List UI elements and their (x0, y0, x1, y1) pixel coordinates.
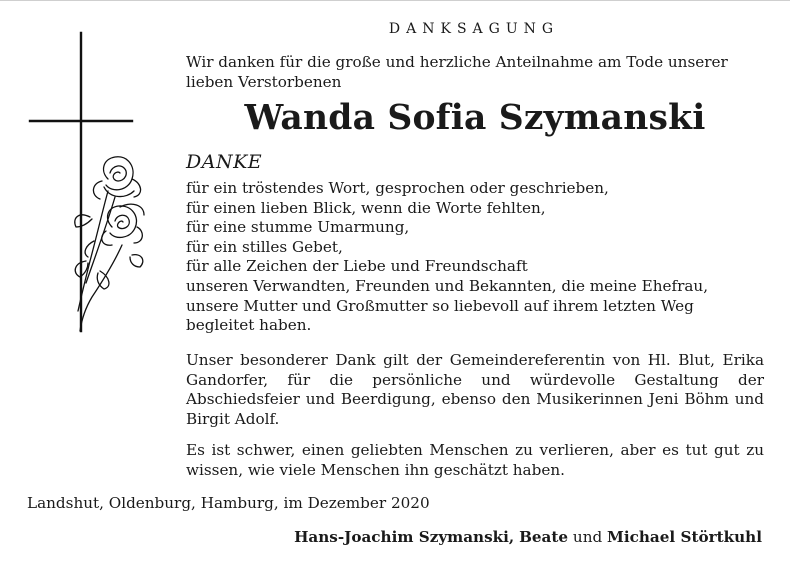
closing-paragraph: Es ist schwer, einen geliebten Menschen zu verlieren, aber es tut gut zu wissen, wie viele Menschen ihn geschätzt haben. (186, 441, 764, 479)
signature-name-1: Hans-Joachim Szymanski, (294, 528, 515, 546)
place-date: Landshut, Oldenburg, Hamburg, im Dezember 2020 (27, 494, 430, 512)
verse-line: für eine stumme Umarmung, (186, 218, 410, 237)
roses-icon (75, 157, 144, 331)
cross-icon (30, 33, 132, 331)
verse-line: für einen lieben Blick, wenn die Worte fehlten, (186, 198, 546, 217)
verse-line: für ein stilles Gebet, (186, 237, 343, 256)
special-thanks-paragraph: Unser besonderer Dank gilt der Gemeindereferentin von Hl. Blut, Erika Gandorfer, für die persönliche und würdevolle Gestaltung der Abschiedsfeier und Beerdigung, ebenso den Musikerinnen Jeni Böhm und Birgit Adolf. (186, 351, 764, 428)
signature-name-3: Michael Störtkuhl (607, 528, 762, 546)
deceased-name: Wanda Sofia Szymanski (244, 98, 706, 138)
verse-line: für ein tröstendes Wort, gesprochen oder geschrieben, (186, 179, 609, 197)
signature-name-2: Beate (519, 528, 569, 546)
thanks-verses (186, 179, 764, 336)
signature-line (294, 528, 762, 546)
signature-connector: und (572, 528, 603, 546)
danke-heading: DANKE (186, 151, 263, 173)
intro-text: Wir danken für die große und herzliche Anteilnahme am Tode unserer lieben Verstorbenen (186, 53, 728, 91)
verse-line: für alle Zeichen der Liebe und Freundschaft (186, 257, 528, 276)
verse-line: unsere Mutter und Großmutter so liebevoll auf ihrem letzten Weg (186, 296, 694, 315)
cross-roses-ornament (20, 31, 160, 351)
verse-line: begleitet haben. (186, 316, 312, 335)
notice-heading: DANKSAGUNG (388, 21, 560, 37)
verse-line: unseren Verwandten, Freunden und Bekannten, die meine Ehefrau, (186, 276, 709, 295)
